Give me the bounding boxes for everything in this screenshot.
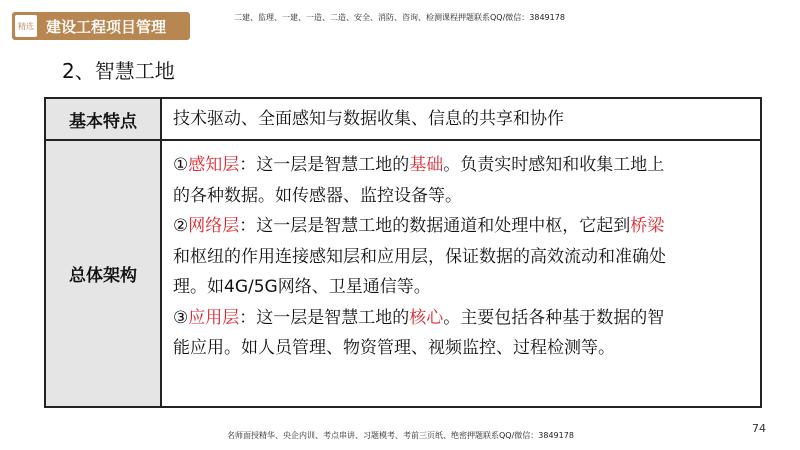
layer-name-network: 网络层 — [188, 216, 240, 236]
text-line: ③应用层：这一层是智慧工地的核心。主要包括各种基于数据的智 — [173, 307, 665, 328]
layer-name-application: 应用层 — [188, 307, 240, 328]
keyword-bridge: 桥梁 — [630, 216, 665, 236]
row-label-basic-features: 基本特点 — [46, 99, 162, 139]
table-row-architecture — [46, 141, 760, 406]
page-number: 74 — [752, 422, 766, 435]
text-line: ①感知层：这一层是智慧工地的基础。负责实时感知和收集工地上 — [173, 155, 665, 175]
text-line: 理。如4G/5G网络、卫星通信等。 — [173, 277, 431, 297]
row-label-architecture: 总体架构 — [46, 141, 162, 406]
table-row-basic-features — [46, 99, 760, 141]
architecture-description — [173, 150, 757, 364]
logo-mark: 精选 — [15, 15, 37, 37]
course-title: 建设工程项目管理 — [46, 17, 167, 36]
footer-contact-note: 名师面授精华、央企内训、考点串讲、习题模考、考前三页纸、绝密押题联系QQ/微信：3849178 — [227, 431, 574, 440]
section-title: 2、智慧工地 — [62, 59, 175, 83]
text-line: 能应用。如人员管理、物资管理、视频监控、过程检测等。 — [173, 338, 615, 358]
text-line: 和枢纽的作用连接感知层和应用层，保证数据的高效流动和准确处 — [173, 246, 666, 267]
keyword-core: 核心 — [409, 307, 444, 328]
header-contact-note: 二建、监理、一建、一造、二造、安全、消防、咨询、检测课程押题联系QQ/微信：3849178 — [234, 13, 565, 22]
row-value-basic-features: 技术驱动、全面感知与数据收集、信息的共享和协作 — [173, 109, 564, 129]
feature-table — [44, 97, 762, 408]
keyword-foundation: 基础 — [409, 155, 444, 175]
text-line: 的各种数据。如传感器、监控设备等。 — [173, 185, 462, 206]
layer-name-perception: 感知层 — [188, 155, 240, 175]
text-line: ②网络层：这一层是智慧工地的数据通道和处理中枢，它起到桥梁 — [173, 216, 665, 236]
header-logo — [12, 12, 190, 40]
